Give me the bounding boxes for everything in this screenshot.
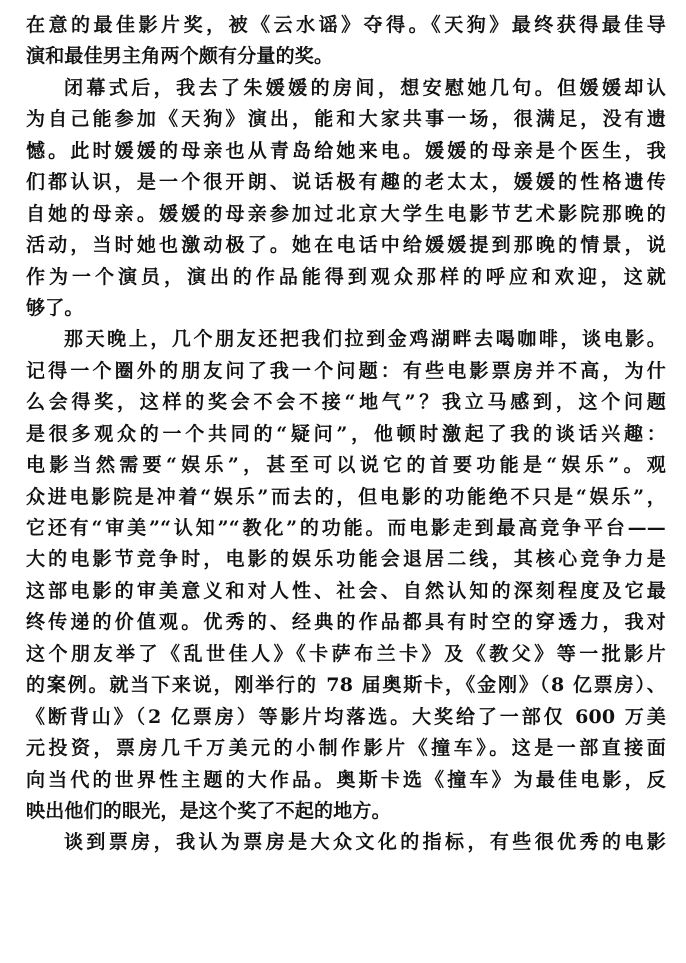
text-line: 活动，当时她也激动极了。她在电话中给媛媛提到那晚的情景，说 bbox=[26, 234, 666, 257]
text-line: 这部电影的审美意义和对人性、社会、自然认知的深刻程度及它最 bbox=[26, 579, 666, 602]
text-line: 为自己能参加《天狗》演出，能和大家共事一场，很满足，没有遗 bbox=[26, 108, 666, 131]
text-line: 么会得奖，这样的奖会不会不接“地气”？我立马感到，这个问题 bbox=[26, 391, 666, 414]
text-line: 映出他们的眼光，是这个奖了不起的地方。 bbox=[26, 799, 391, 822]
text-line: 们都认识，是一个很开朗、说话极有趣的老太太，媛媛的性格遗传 bbox=[26, 171, 666, 194]
text-line: 记得一个圈外的朋友问了我一个问题：有些电影票房并不高，为什 bbox=[26, 359, 666, 382]
text-line: 大的电影节竞争时，电影的娱乐功能会退居二线，其核心竞争力是 bbox=[26, 548, 666, 571]
text-line: 是很多观众的一个共同的“疑问”，他顿时激起了我的谈话兴趣： bbox=[26, 422, 666, 445]
text-line: 电影当然需要“娱乐”，甚至可以说它的首要功能是“娱乐”。观 bbox=[26, 454, 666, 477]
text-line: 在意的最佳影片奖，被《云水谣》夺得。《天狗》最终获得最佳导 bbox=[26, 14, 666, 36]
text-line: 闭幕式后，我去了朱媛媛的房间，想安慰她几句。但媛媛却认 bbox=[64, 76, 666, 99]
text-line: 元投资，票房几千万美元的小制作影片《撞车》。这是一部直接面 bbox=[26, 737, 666, 760]
text-line: 终传递的价值观。优秀的、经典的作品都具有时空的穿透力，我对 bbox=[26, 611, 666, 634]
body-text bbox=[26, 10, 666, 859]
text-line: 的案例。就当下来说，刚举行的 78 届奥斯卡，《金刚》（8 亿票房）、 bbox=[26, 674, 666, 697]
text-line: 憾。此时媛媛的母亲也从青岛给她来电。媛媛的母亲是个医生，我 bbox=[26, 139, 666, 162]
text-line: 《断背山》（2 亿票房）等影片均落选。大奖给了一部仅 600 万美 bbox=[26, 705, 666, 728]
text-line: 向当代的世界性主题的大作品。奥斯卡选《撞车》为最佳电影，反 bbox=[26, 768, 666, 791]
text-line: 那天晚上，几个朋友还把我们拉到金鸡湖畔去喝咖啡，谈电影。 bbox=[64, 328, 666, 351]
text-line: 自她的母亲。媛媛的母亲参加过北京大学生电影节艺术影院那晚的 bbox=[26, 202, 666, 225]
text-line: 众进电影院是冲着“娱乐”而去的，但电影的功能绝不只是“娱乐”， bbox=[26, 485, 666, 508]
text-line: 演和最佳男主角两个颇有分量的奖。 bbox=[26, 45, 334, 68]
text-line: 作为一个演员，演出的作品能得到观众那样的呼应和欢迎，这就 bbox=[26, 265, 666, 288]
text-line: 够了。 bbox=[26, 296, 84, 319]
text-line: 谈到票房，我认为票房是大众文化的指标，有些很优秀的电影 bbox=[64, 831, 666, 854]
text-line: 它还有“审美”“认知”“教化”的功能。而电影走到最高竞争平台—— bbox=[26, 517, 666, 539]
text-line: 这个朋友举了《乱世佳人》《卡萨布兰卡》及《教父》等一批影片 bbox=[26, 642, 666, 665]
